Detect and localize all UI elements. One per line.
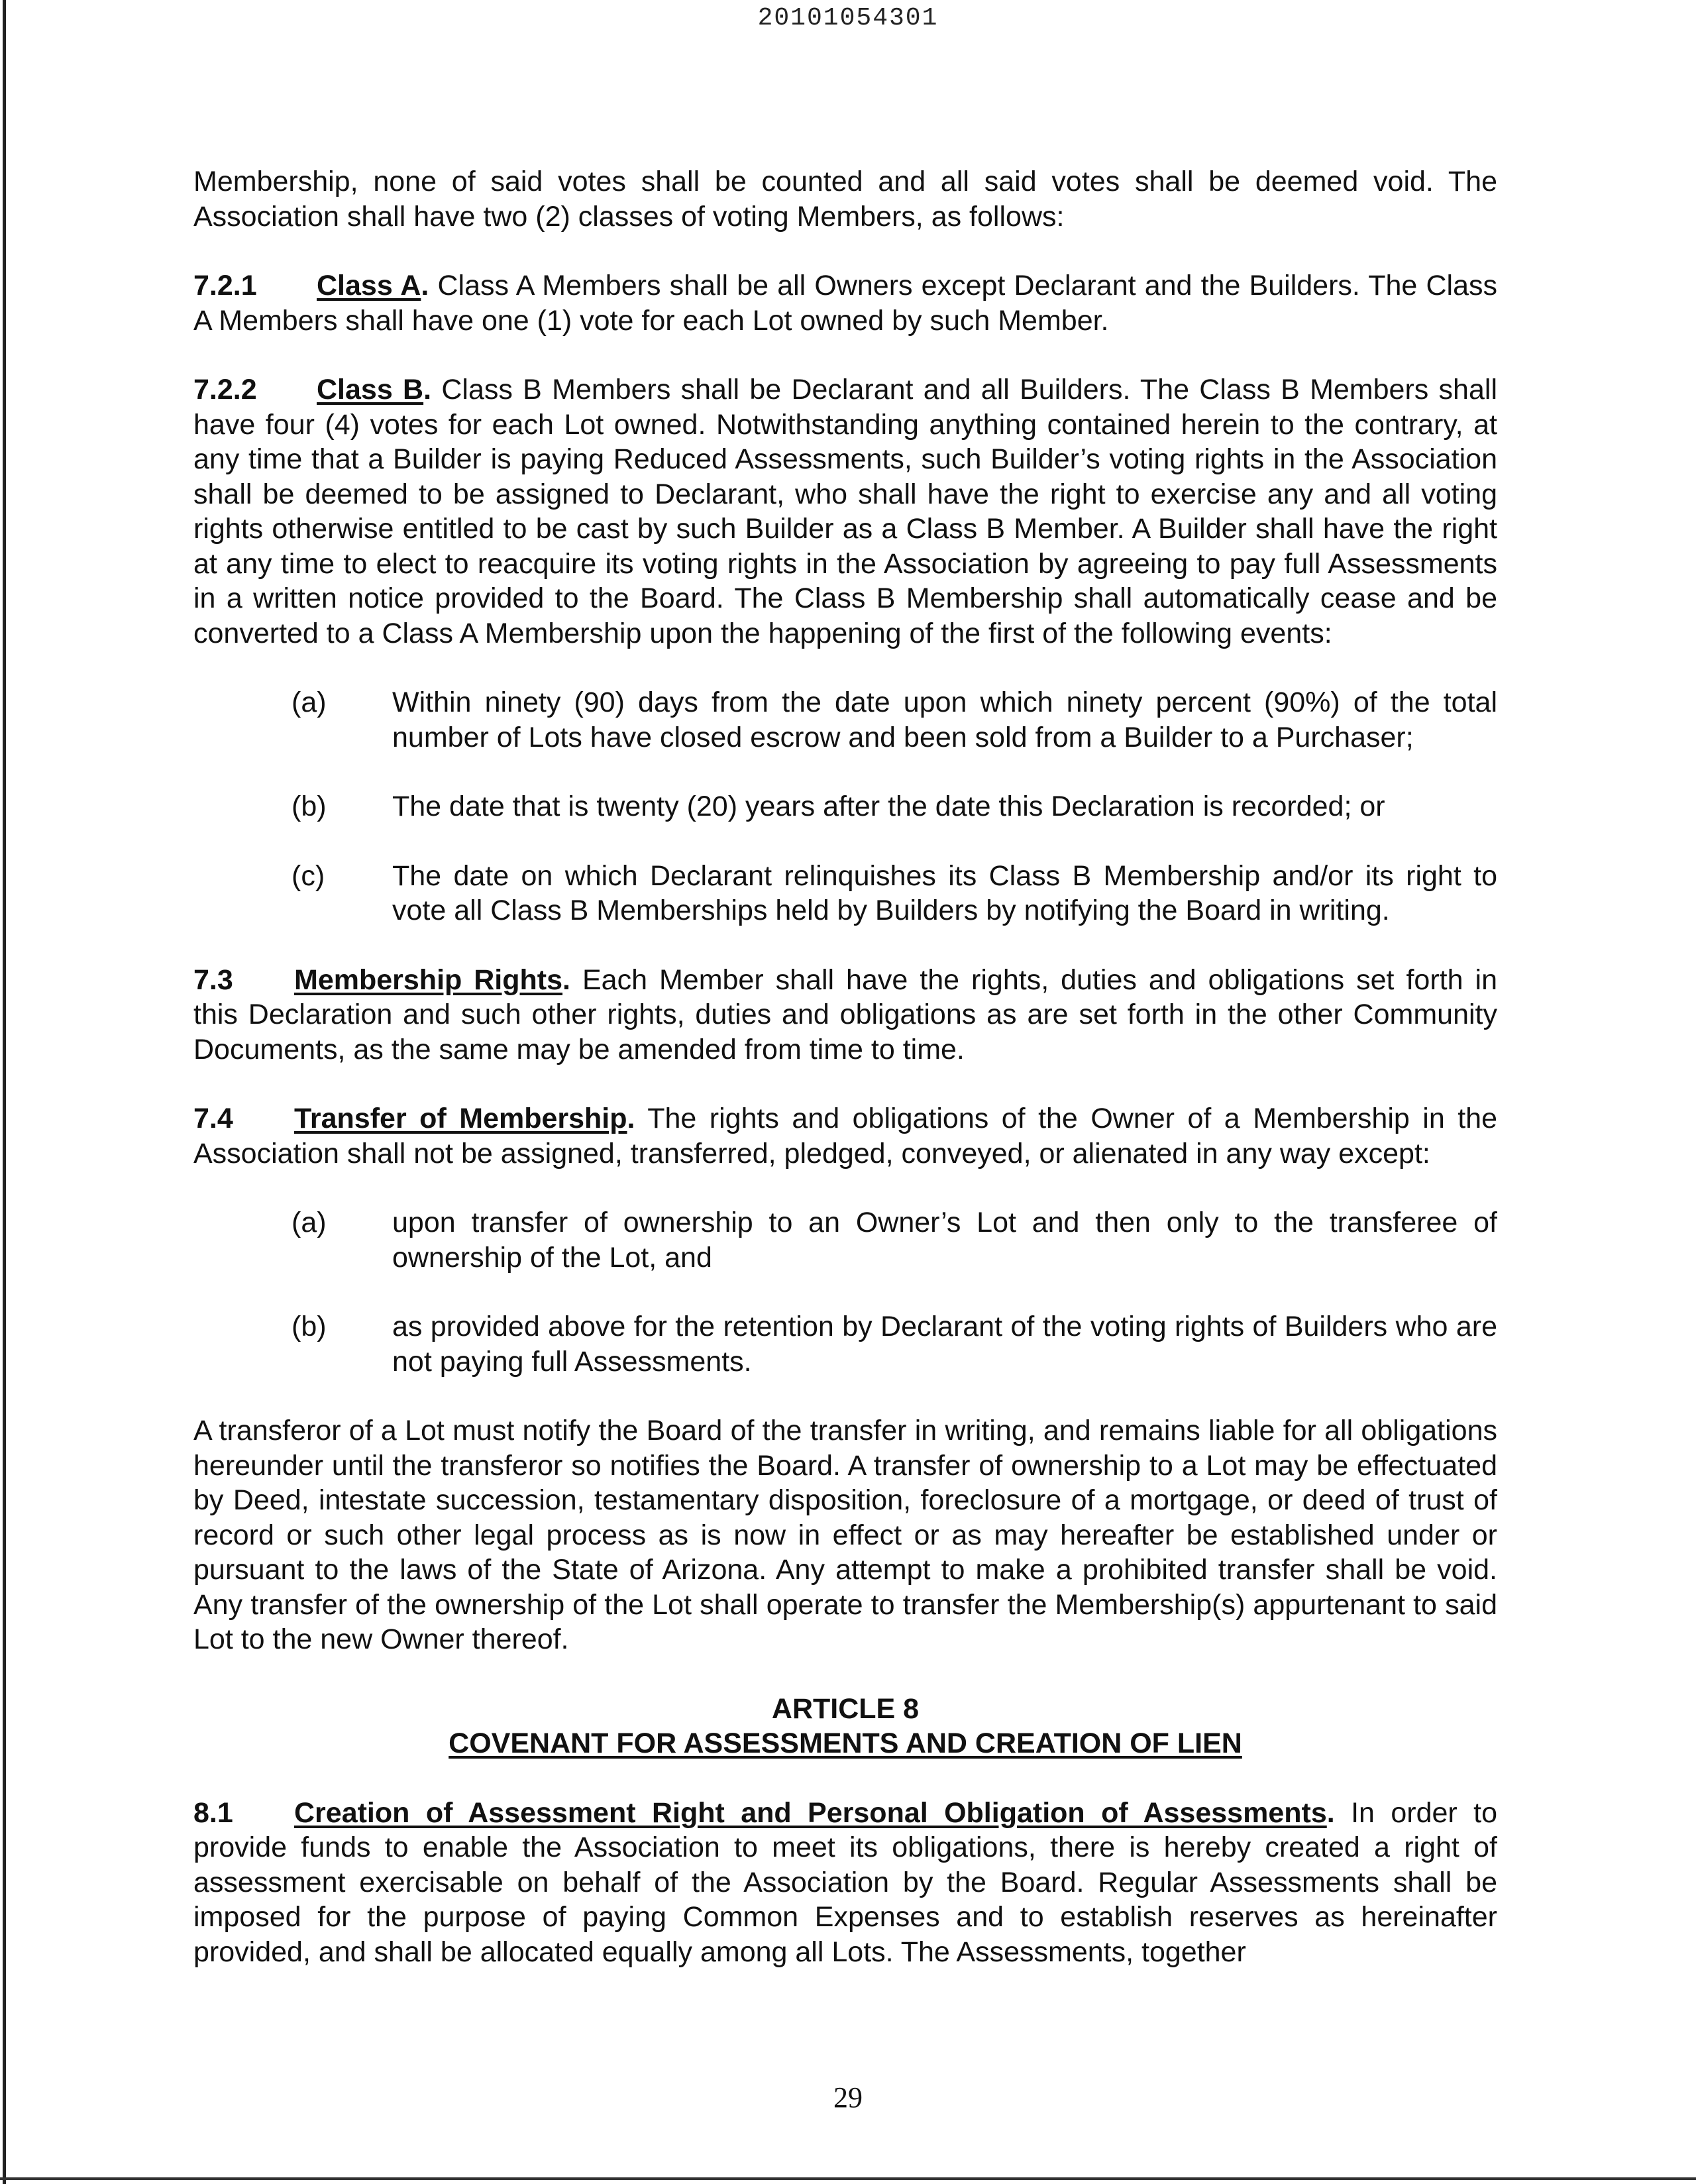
- section-title: Class A: [317, 270, 421, 301]
- section-7-3: 7.3 Membership Rights. Each Member shall have the rights, duties and obligations set forth in this Declaration and such other rights, duties and obligations as are set forth in the other Community Documents, as the same may be amended from time to time.: [193, 963, 1497, 1065]
- list-item-text: The date that is twenty (20) years after the date this Declaration is recorded; or: [392, 791, 1385, 822]
- list-item-label: (c): [292, 859, 325, 892]
- list-item: [193, 1309, 1497, 1379]
- transfer-closing-paragraph: A transferor of a Lot must notify the Board of the transfer in writing, and remains liable for all obligations hereunder until the transferor so notifies the Board. A transfer of ownership to a Lot may be effectuated by Deed, intestate succession, testamentary disposition, foreclosure of a mortgage, or deed of trust of record or such other legal process as is now in effect or as may hereafter be established under or pursuant to the laws of the State of Arizona. Any attempt to make a prohibited transfer shall be void. Any transfer of the ownership of the Lot shall operate to transfer the Membership(s) appurtenant to said Lot to the new Owner thereof.: [193, 1415, 1497, 1655]
- section-title: Transfer of Membership: [294, 1103, 627, 1134]
- section-number: 7.4: [193, 1103, 233, 1134]
- scan-bottom-edge: [0, 2177, 1696, 2180]
- section-title: Class B: [317, 374, 424, 406]
- list-item-text: The date on which Declarant relinquishes its Class B Membership and/or its right to vote all Class B Memberships held by Builders by notifying the Board in writing.: [392, 859, 1497, 926]
- article-label: ARTICLE 8: [771, 1692, 920, 1725]
- document-number: 20101054301: [757, 4, 939, 32]
- section-number: 8.1: [193, 1796, 233, 1829]
- page-body: [193, 164, 1497, 2004]
- list-item-label: (a): [292, 1207, 327, 1238]
- section-body: Class B Members shall be Declarant and all Builders. The Class B Members shall have four (4) votes for each Lot owned. Notwithstanding anything contained herein to the contrary, at any time that a Builder is paying Reduced Assessments, such Builder’s voting rights in the Association shall be deemed to be assigned to Declarant, who shall have the right to exercise any and all voting rights otherwise entitled to be cast by such Builder as a Class B Member. A Builder shall have the right at any time to elect to reacquire its voting rights in the Association by agreeing to pay full Assessments in a written notice provided to the Board. The Class B Membership shall automatically cease and be converted to a Class A Membership upon the happening of the first of the following events:: [193, 374, 1497, 649]
- list-item-label: (b): [292, 1311, 327, 1342]
- section-body: In order to provide funds to enable the Association to meet its obligations, there is hereby created a right of assessment exercisable on behalf of the Association by the Board. Regular Assessments shall be imposed for the purpose of paying Common Expenses and to establish reserves as hereinafter provided, and shall be allocated equally among all Lots. The Assessments, together: [193, 1796, 1498, 1968]
- list-item: [193, 685, 1497, 755]
- article-heading: [193, 1692, 1497, 1761]
- section-body: Each Member shall have the rights, duties and obligations set forth in this Declaration and such other rights, duties and obligations as are set forth in the other Community Documents, as the same may be amended from time to time.: [193, 963, 1497, 1065]
- list-item-text: as provided above for the retention by Declarant of the voting rights of Builders who are not paying full Assessments.: [392, 1311, 1497, 1378]
- section-title: Creation of Assessment Right and Personal Obligation of Assessments: [294, 1796, 1327, 1829]
- section-number: 7.2.2: [193, 374, 257, 406]
- article-title: COVENANT FOR ASSESSMENTS AND CREATION OF LIEN: [449, 1727, 1242, 1759]
- list-item: [193, 789, 1497, 824]
- section-number: 7.3: [193, 963, 233, 996]
- section-number: 7.2.1: [193, 270, 257, 301]
- list-item-label: (b): [292, 791, 327, 822]
- section-8-1: 8.1 Creation of Assessment Right and Personal Obligation of Assessments. In order to provide funds to enable the Association to meet its obligations, there is hereby created a right of assessment exercisable on behalf of the Association by the Board. Regular Assessments shall be imposed for the purpose of paying Common Expenses and to establish reserves as hereinafter provided, and shall be allocated equally among all Lots. The Assessments, together: [193, 1796, 1498, 1968]
- list-item: [193, 1205, 1497, 1275]
- section-body: The rights and obligations of the Owner of a Membership in the Association shall not be assigned, transferred, pledged, conveyed, or alienated in any way except:: [193, 1103, 1498, 1170]
- section-title: Membership Rights: [294, 963, 563, 996]
- intro-paragraph: Membership, none of said votes shall be counted and all said votes shall be deemed void. The Association shall have two (2) classes of voting Members, as follows:: [193, 166, 1497, 233]
- list-item-label: (a): [292, 686, 327, 718]
- page-number: 29: [833, 2081, 863, 2114]
- scan-left-edge: [3, 0, 6, 2184]
- section-body: Class A Members shall be all Owners except Declarant and the Builders. The Class A Members shall have one (1) vote for each Lot owned by such Member.: [193, 270, 1497, 337]
- section-7-2-2: 7.2.2 Class B. Class B Members shall be Declarant and all Builders. The Class B Members shall have four (4) votes for each Lot owned. Notwithstanding anything contained herein to the contrary, at any time that a Builder is paying Reduced Assessments, such Builder’s voting rights in the Association shall be deemed to be assigned to Declarant, who shall have the right to exercise any and all voting rights otherwise entitled to be cast by such Builder as a Class B Member. A Builder shall have the right at any time to elect to reacquire its voting rights in the Association by agreeing to pay full Assessments in a written notice provided to the Board. The Class B Membership shall automatically cease and be converted to a Class A Membership upon the happening of the first of the following events:: [193, 374, 1497, 649]
- list-item: [193, 859, 1497, 928]
- list-item-text: Within ninety (90) days from the date upon which ninety percent (90%) of the total number of Lots have closed escrow and been sold from a Builder to a Purchaser;: [392, 686, 1497, 753]
- section-7-4: 7.4 Transfer of Membership. The rights and obligations of the Owner of a Membership in the Association shall not be assigned, transferred, pledged, conveyed, or alienated in any way except:: [193, 1103, 1498, 1170]
- section-7-2-1: 7.2.1 Class A. Class A Members shall be all Owners except Declarant and the Builders. The Class A Members shall have one (1) vote for each Lot owned by such Member.: [193, 270, 1497, 337]
- list-item-text: upon transfer of ownership to an Owner’s Lot and then only to the transferee of ownership of the Lot, and: [392, 1207, 1497, 1274]
